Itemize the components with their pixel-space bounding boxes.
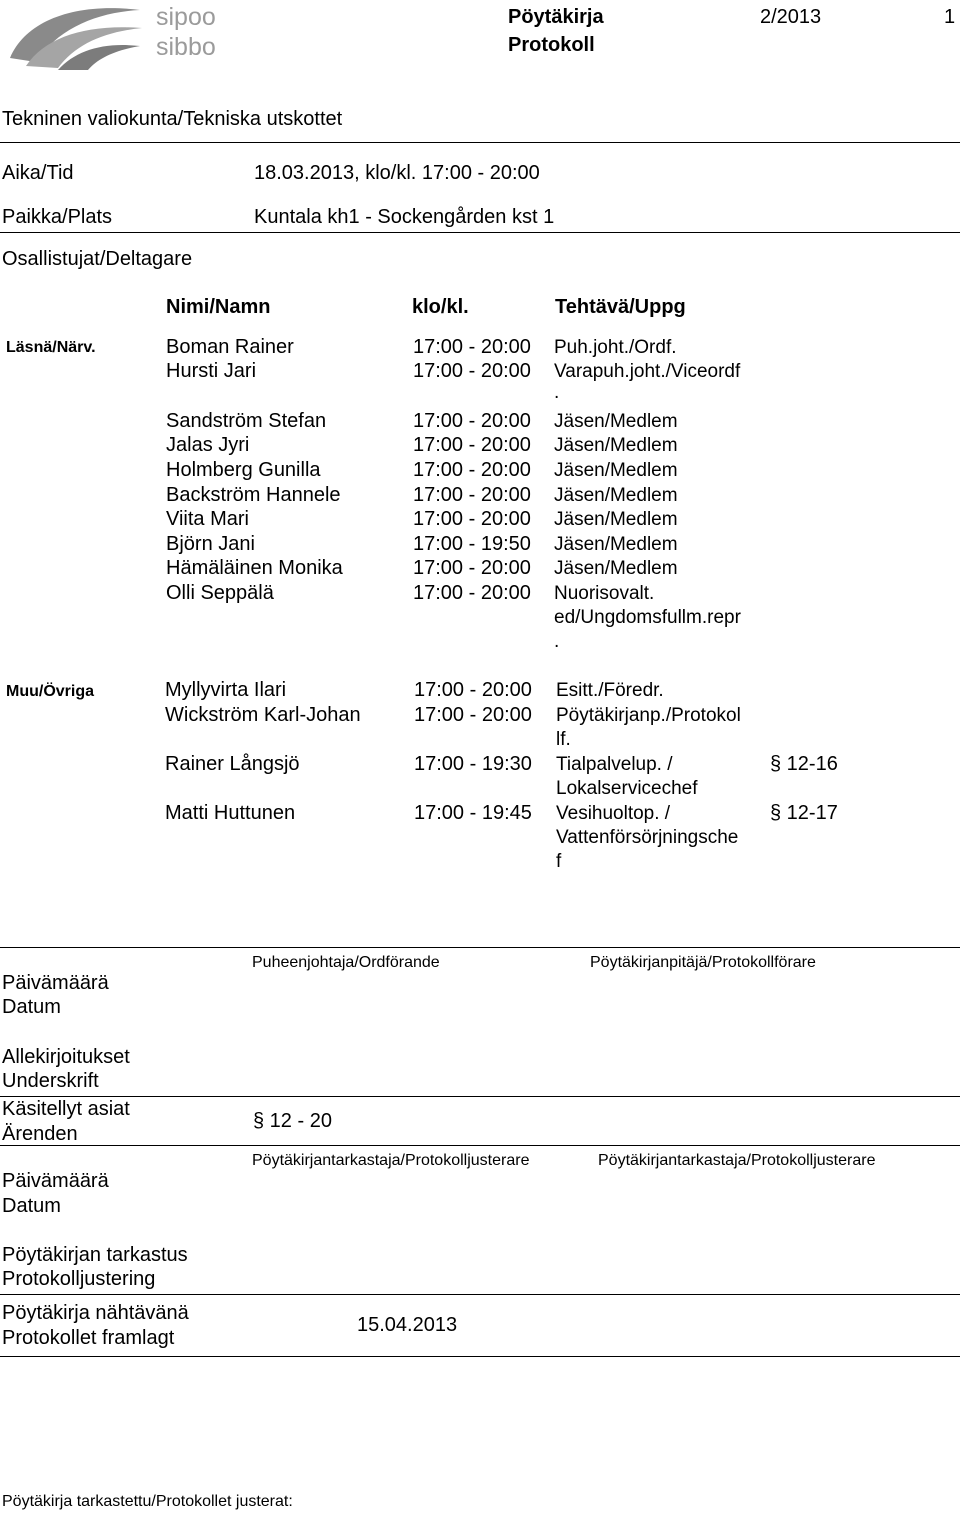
signatures-label-fi: Allekirjoitukset (2, 1046, 130, 1068)
participant-role: Jäsen/Medlem (554, 435, 678, 456)
date-label-fi: Päivämäärä (2, 1170, 109, 1192)
participant-time: 17:00 - 20:00 (413, 336, 531, 358)
handled-items-value: § 12 - 20 (253, 1110, 332, 1132)
committee-title: Tekninen valiokunta/Tekniska utskottet (2, 108, 343, 130)
participant-time: 17:00 - 19:50 (413, 533, 531, 555)
participant-role: Jäsen/Medlem (554, 558, 678, 579)
column-header-time: klo/kl. (412, 296, 469, 318)
participant-role: Jäsen/Medlem (554, 411, 678, 432)
participant-role-cont: Lokalservicechef (556, 778, 698, 799)
chair-signature-label: Puheenjohtaja/Ordförande (252, 954, 440, 971)
participant-time: 17:00 - 20:00 (414, 679, 532, 701)
checker-signature-label: Pöytäkirjantarkastaja/Protokolljusterare (252, 1152, 530, 1169)
participants-label: Osallistujat/Deltagare (2, 248, 193, 270)
participant-role: Esitt./Föredr. (556, 680, 664, 701)
review-label-fi: Pöytäkirjan tarkastus (2, 1244, 188, 1266)
logo-text-fi: sipoo (156, 3, 216, 31)
participant-role-cont: f (556, 851, 562, 872)
participant-time: 17:00 - 20:00 (414, 704, 532, 726)
participant-name: Rainer Långsjö (165, 753, 300, 775)
participant-name: Viita Mari (166, 508, 249, 530)
participant-name: Hämäläinen Monika (166, 557, 343, 579)
doc-type-sv: Protokoll (508, 34, 595, 56)
participant-role: Jäsen/Medlem (554, 485, 678, 506)
participant-role: Jäsen/Medlem (554, 460, 678, 481)
participant-role: Varapuh.joht./Viceordf (554, 361, 741, 382)
doc-type-fi: Pöytäkirja (508, 6, 604, 28)
participant-name: Sandström Stefan (166, 410, 327, 432)
participant-role-cont: . (554, 382, 560, 403)
participant-time: 17:00 - 20:00 (413, 484, 531, 506)
participant-time: 17:00 - 20:00 (413, 434, 531, 456)
divider (0, 1294, 960, 1295)
divider (0, 142, 960, 143)
divider (0, 1145, 960, 1146)
section-range: § 12-17 (770, 802, 838, 824)
column-header-name: Nimi/Namn (166, 296, 271, 318)
signatures-label-sv: Underskrift (2, 1070, 99, 1092)
participant-time: 17:00 - 20:00 (413, 557, 531, 579)
participant-time: 17:00 - 19:45 (414, 802, 532, 824)
doc-number: 2/2013 (760, 6, 822, 28)
others-label: Muu/Övriga (6, 683, 95, 700)
participant-role: Pöytäkirjanp./Protokol (556, 705, 741, 726)
place-value: Kuntala kh1 - Sockengården kst 1 (254, 206, 555, 228)
divider (0, 1356, 960, 1357)
divider (0, 1096, 960, 1097)
column-header-role: Tehtävä/Uppg (555, 296, 686, 318)
participant-time: 17:00 - 19:30 (414, 753, 532, 775)
logo-text-sv: sibbo (156, 33, 216, 61)
participant-name: Matti Huttunen (165, 802, 296, 824)
display-date: 15.04.2013 (357, 1314, 458, 1336)
time-label: Aika/Tid (2, 162, 74, 184)
divider (0, 947, 960, 948)
participant-name: Jalas Jyri (166, 434, 250, 456)
participant-name: Backström Hannele (166, 484, 341, 506)
participant-time: 17:00 - 20:00 (413, 410, 531, 432)
participant-name: Björn Jani (166, 533, 255, 555)
secretary-signature-label: Pöytäkirjanpitäjä/Protokollförare (590, 954, 816, 971)
participant-name: Holmberg Gunilla (166, 459, 321, 481)
participant-role-cont: Vattenförsörjningsche (556, 827, 739, 848)
date-label-sv: Datum (2, 1195, 61, 1217)
review-label-sv: Protokolljustering (2, 1268, 156, 1290)
participant-name: Myllyvirta Ilari (165, 679, 287, 701)
section-range: § 12-16 (770, 753, 838, 775)
handled-items-label-fi: Käsitellyt asiat (2, 1098, 130, 1120)
checker-signature-label: Pöytäkirjantarkastaja/Protokolljusterare (598, 1152, 876, 1169)
participant-time: 17:00 - 20:00 (413, 582, 531, 604)
present-label: Läsnä/Närv. (6, 339, 96, 356)
time-value: 18.03.2013, klo/kl. 17:00 - 20:00 (254, 162, 540, 184)
divider (0, 232, 960, 233)
municipality-logo (6, 2, 256, 74)
place-label: Paikka/Plats (2, 206, 113, 228)
page-number: 1 (944, 6, 956, 28)
logo-swoosh-icon (6, 2, 146, 74)
display-label-sv: Protokollet framlagt (2, 1327, 175, 1349)
participant-role-cont: ed/Ungdomsfullm.repr (554, 607, 741, 628)
handled-items-label-sv: Ärenden (2, 1123, 78, 1145)
participant-role: Tialpalvelup. / (556, 754, 673, 775)
date-label-sv: Datum (2, 996, 61, 1018)
participant-role: Jäsen/Medlem (554, 534, 678, 555)
participant-role-cont: . (554, 631, 560, 652)
participant-role: Puh.joht./Ordf. (554, 337, 677, 358)
participant-time: 17:00 - 20:00 (413, 508, 531, 530)
participant-name: Boman Rainer (166, 336, 294, 358)
participant-time: 17:00 - 20:00 (413, 459, 531, 481)
participant-name: Hursti Jari (166, 360, 257, 382)
display-label-fi: Pöytäkirja nähtävänä (2, 1302, 189, 1324)
date-label-fi: Päivämäärä (2, 972, 109, 994)
participant-role-cont: lf. (556, 729, 571, 750)
participant-role: Jäsen/Medlem (554, 509, 678, 530)
checked-label: Pöytäkirja tarkastettu/Protokollet justerat: (2, 1493, 293, 1510)
participant-time: 17:00 - 20:00 (413, 360, 531, 382)
participant-name: Wickström Karl-Johan (165, 704, 361, 726)
participant-name: Olli Seppälä (166, 582, 274, 604)
participant-role: Vesihuoltop. / (556, 803, 671, 824)
participant-role: Nuorisovalt. (554, 583, 655, 604)
